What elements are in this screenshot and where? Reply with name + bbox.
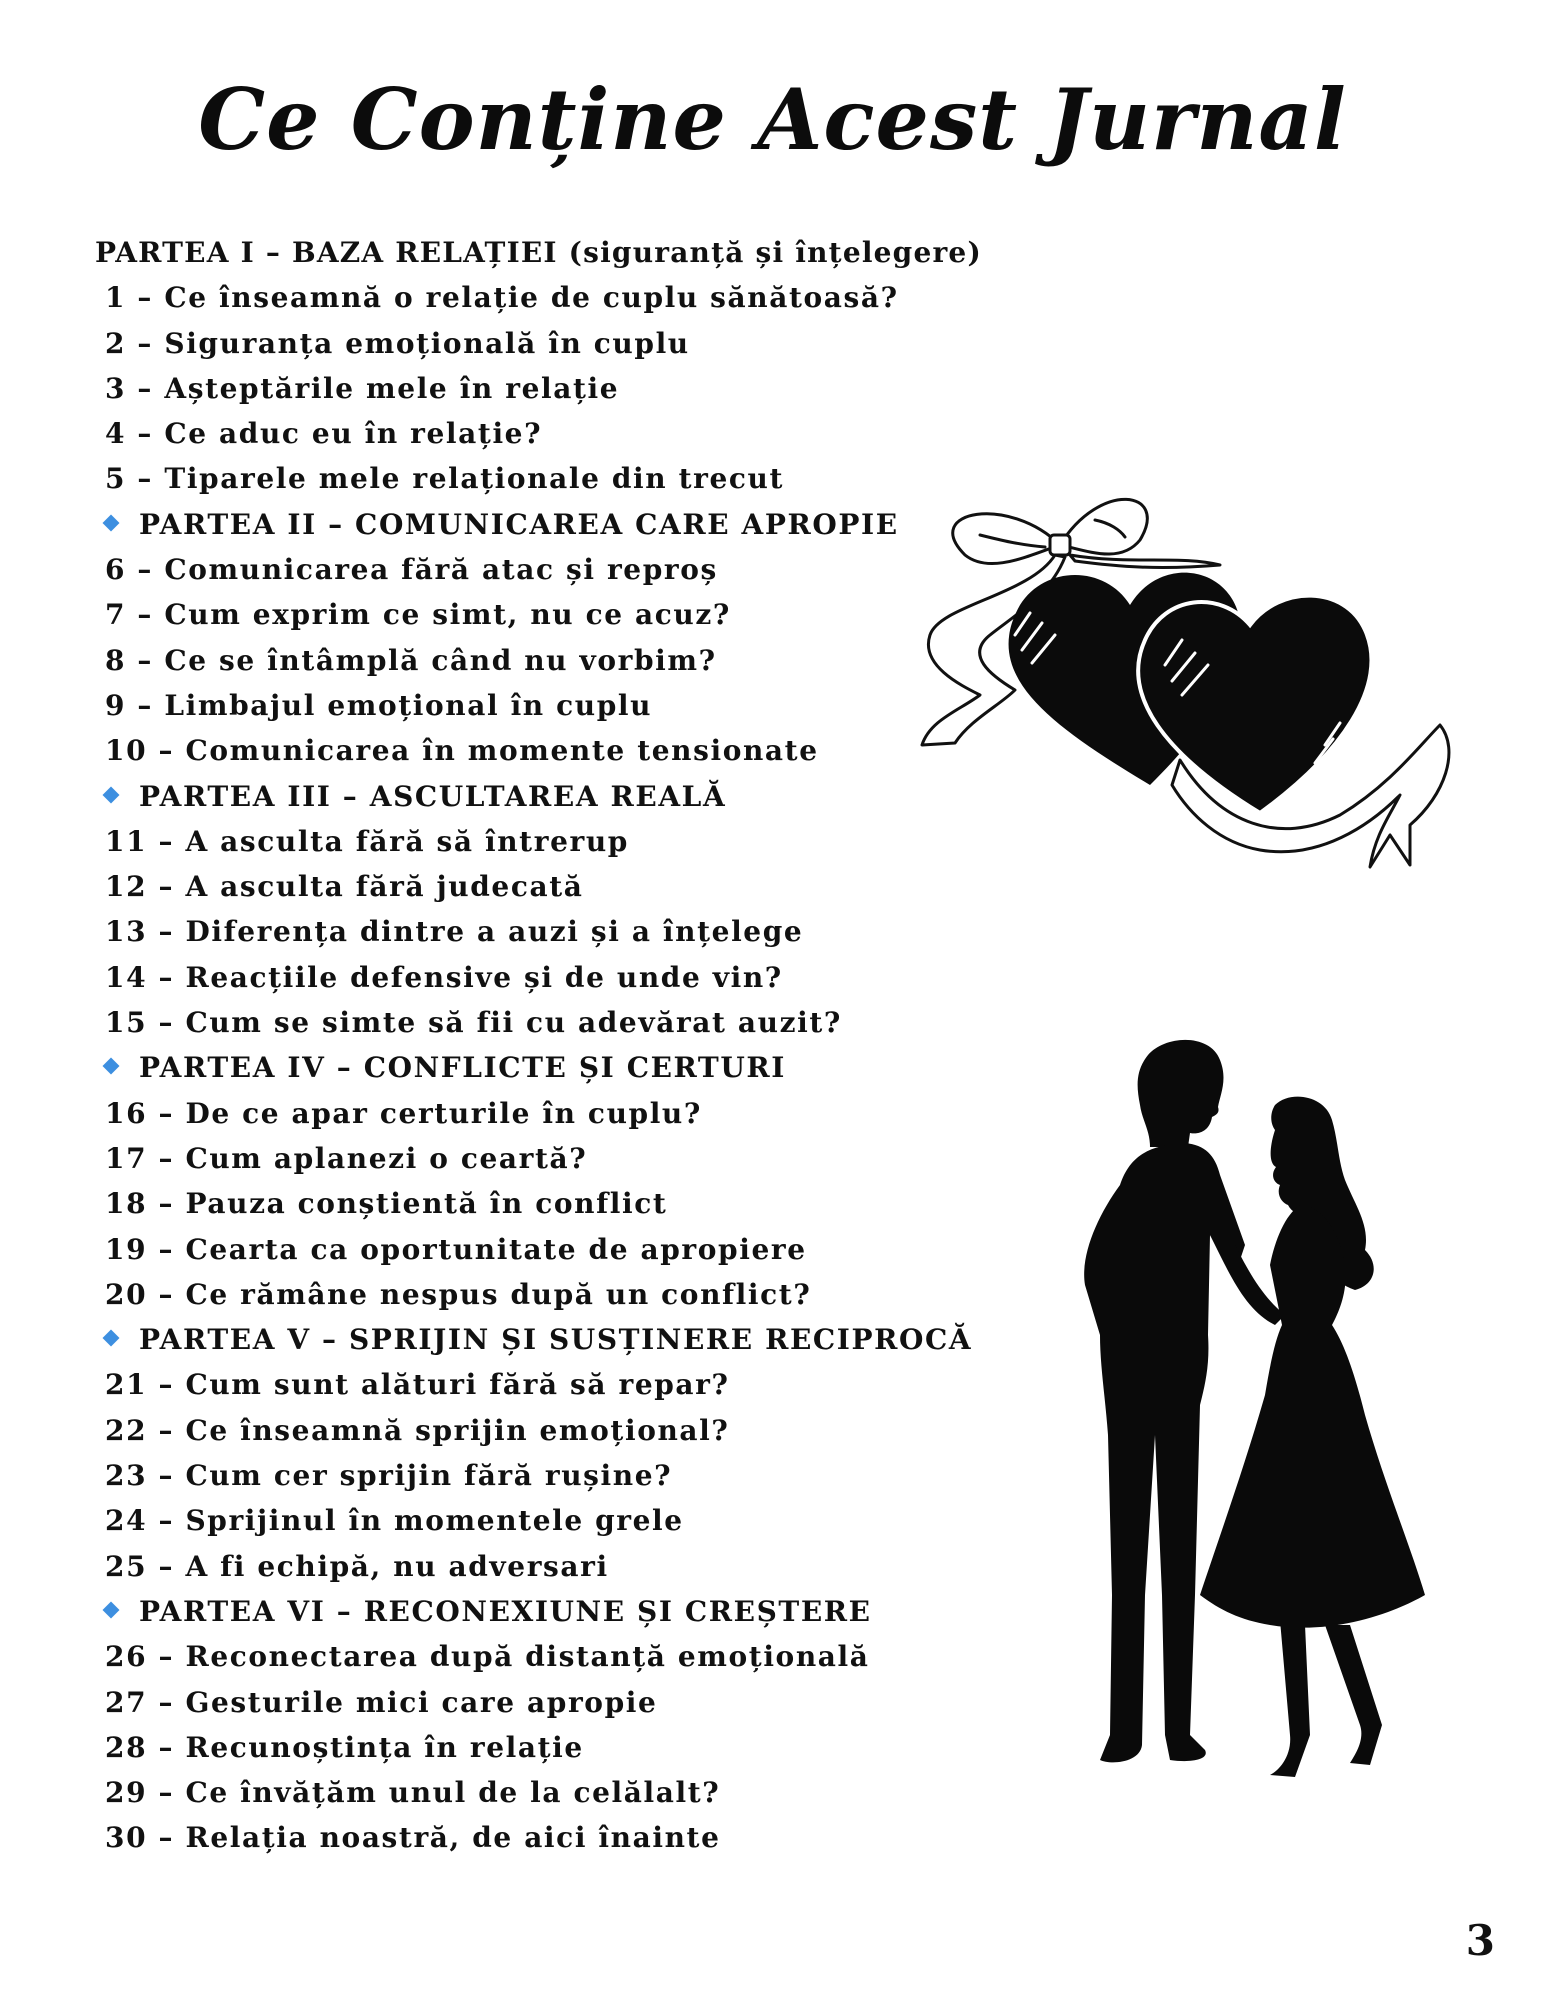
toc-entry <box>95 1408 982 1453</box>
toc-text: PARTEA III – ASCULTAREA REALĂ <box>139 779 727 813</box>
toc-text: PARTEA VI – RECONEXIUNE ȘI CREȘTERE <box>139 1594 872 1628</box>
hearts-ribbon-illustration <box>920 495 1460 875</box>
toc-entry <box>95 1634 982 1679</box>
toc-text: PARTEA IV – CONFLICTE ȘI CERTURI <box>139 1051 786 1085</box>
toc-entry <box>95 1136 982 1181</box>
toc-entry <box>95 1000 982 1045</box>
toc-text: 20 – Ce rămâne nespus după un conflict? <box>105 1277 812 1311</box>
toc-entry <box>95 1680 982 1725</box>
toc-text: 26 – Reconectarea după distanță emoțională <box>105 1640 870 1674</box>
toc-text: 14 – Reacțiile defensive și de unde vin? <box>105 960 783 994</box>
toc-text: 5 – Tiparele mele relaționale din trecut <box>105 462 785 496</box>
toc-entry <box>95 683 982 728</box>
toc-text: 13 – Diferența dintre a auzi și a înțelege <box>105 915 804 949</box>
toc-entry <box>95 909 982 954</box>
toc-entry <box>95 1544 982 1589</box>
toc-entry <box>95 411 982 456</box>
toc-text: 11 – A asculta fără să întrerup <box>105 824 629 858</box>
toc-text: 4 – Ce aduc eu în relație? <box>105 417 543 451</box>
toc-entry <box>95 1362 982 1407</box>
page-number: 3 <box>1465 1916 1495 1965</box>
toc-text: 24 – Sprijinul în momentele grele <box>105 1504 684 1538</box>
toc-text: 23 – Cum cer sprijin fără rușine? <box>105 1459 673 1493</box>
toc-text: PARTEA II – COMUNICAREA CARE APROPIE <box>139 507 899 541</box>
toc-entry <box>95 1181 982 1226</box>
toc-entry <box>95 366 982 411</box>
toc-text: 6 – Comunicarea fără atac și reproș <box>105 553 718 587</box>
toc-entry <box>95 1770 982 1815</box>
page-title: Ce Conține Acest Jurnal <box>198 70 1347 169</box>
toc-text: 22 – Ce înseamnă sprijin emoțional? <box>105 1413 730 1447</box>
toc-text: 10 – Comunicarea în momente tensionate <box>105 734 819 768</box>
toc-text: 2 – Siguranța emoțională în cuplu <box>105 326 690 360</box>
toc-entry <box>95 1725 982 1770</box>
section-heading-first <box>95 230 982 275</box>
toc-entry <box>95 1091 982 1136</box>
section-heading <box>95 502 982 547</box>
section-heading <box>95 1317 982 1362</box>
section-heading <box>95 1045 982 1090</box>
toc-entry <box>95 321 982 366</box>
toc-text: 28 – Recunoștința în relație <box>105 1730 584 1764</box>
toc-text: 19 – Cearta ca oportunitate de apropiere <box>105 1232 807 1266</box>
toc-entry <box>95 1227 982 1272</box>
toc-text: 8 – Ce se întâmplă când nu vorbim? <box>105 643 717 677</box>
toc-text: 17 – Cum aplanezi o ceartă? <box>105 1141 588 1175</box>
toc-text: 18 – Pauza conștientă în conflict <box>105 1187 668 1221</box>
toc-text: 7 – Cum exprim ce simt, nu ce acuz? <box>105 598 731 632</box>
toc-text: 15 – Cum se simte să fii cu adevărat auzit? <box>105 1006 842 1040</box>
toc-entry <box>95 955 982 1000</box>
diamond-bullet-icon <box>103 1330 120 1347</box>
toc-text: 1 – Ce înseamnă o relație de cuplu sănătoasă? <box>105 281 899 315</box>
toc-text: 29 – Ce învățăm unul de la celălalt? <box>105 1776 721 1810</box>
diamond-bullet-icon <box>103 1601 120 1618</box>
toc-entry <box>95 456 982 501</box>
couple-silhouette-illustration <box>1070 1035 1430 1815</box>
toc-text: 9 – Limbajul emoțional în cuplu <box>105 688 653 722</box>
toc-text: 25 – A fi echipă, nu adversari <box>105 1549 609 1583</box>
toc-entry <box>95 1815 982 1860</box>
table-of-contents <box>95 230 982 1861</box>
diamond-bullet-icon <box>103 786 120 803</box>
toc-entry <box>95 547 982 592</box>
section-heading <box>95 1589 982 1634</box>
toc-entry <box>95 1453 982 1498</box>
toc-entry <box>95 1498 982 1543</box>
toc-text: PARTEA V – SPRIJIN ȘI SUSȚINERE RECIPROCĂ <box>139 1323 973 1357</box>
toc-entry <box>95 1272 982 1317</box>
toc-text: 3 – Așteptările mele în relație <box>105 371 620 405</box>
toc-text: 12 – A asculta fără judecată <box>105 870 584 904</box>
toc-text: 16 – De ce apar certurile în cuplu? <box>105 1096 702 1130</box>
toc-text: 27 – Gesturile mici care apropie <box>105 1685 658 1719</box>
toc-entry <box>95 819 982 864</box>
toc-entry <box>95 864 982 909</box>
diamond-bullet-icon <box>103 1058 120 1075</box>
toc-entry <box>95 728 982 773</box>
toc-text: PARTEA I – BAZA RELAȚIEI (siguranță și înțelegere) <box>95 236 982 269</box>
toc-text: 21 – Cum sunt alături fără să repar? <box>105 1368 730 1402</box>
toc-text: 30 – Relația noastră, de aici înainte <box>105 1821 721 1855</box>
diamond-bullet-icon <box>103 514 120 531</box>
toc-entry <box>95 638 982 683</box>
section-heading <box>95 774 982 819</box>
toc-entry <box>95 275 982 320</box>
toc-entry <box>95 592 982 637</box>
